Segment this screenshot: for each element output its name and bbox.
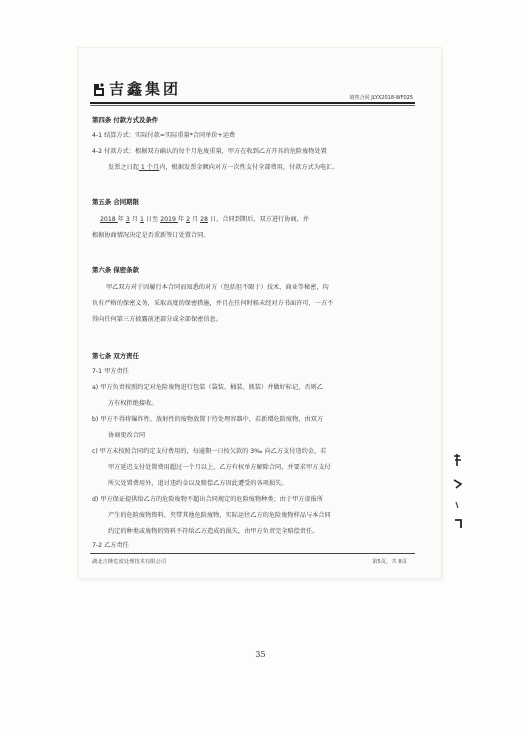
text-year: 年 (117, 216, 126, 223)
page-number: 35 (255, 650, 266, 659)
section-5-line-2: 根据协商情况决定是否重新签订处置合同。 (92, 232, 210, 239)
section-7-b-line-2: 协商更改合同 (108, 432, 146, 439)
text-day-to: 日至 (143, 216, 161, 223)
document-page (78, 48, 441, 578)
start-year: 2018 (100, 216, 118, 223)
section-4-line-3 (108, 164, 339, 172)
footer-page-of: 第5页，共 8页 (372, 559, 407, 565)
section-7-c-line-3: 所欠处置费用外，追讨违约金以及赔偿乙方因此遭受的各项损失。 (108, 480, 288, 487)
text-after: 日，合同到期后，双方进行协商，并 (208, 216, 309, 223)
section-7-d-line-1: d) 甲方保证提供给乙方的危险废物不超出合同规定的危险废物种类；由于甲方虚报所 (92, 496, 324, 503)
section-7-d-line-2: 产生的危险废物资料、夹带其他危险废物，实际运往乙方的危险废物样品与本合同 (108, 512, 331, 519)
section-4-line-3-b: 内，根据发票金额向对方一次性支付全部费用，付款方式为电汇。 (159, 164, 339, 171)
margin-ink-marks (452, 450, 464, 530)
footer-rule (90, 553, 415, 554)
section-4-title: 第四条 付款方式及条件 (92, 116, 159, 124)
text-year-2: 年 (177, 216, 187, 223)
section-7-d-line-3: 约定的种类或废物的资料不符给乙方造成的损失，由甲方负责完全赔偿责任。 (108, 528, 319, 535)
text-month-2: 月 (190, 216, 201, 223)
section-7-b-line-1: b) 甲方不得将爆炸性、放射性的废物放置于待处理容器中，若新增危险废物，由双方 (92, 416, 324, 423)
company-logo (92, 78, 181, 98)
header-rule (90, 102, 415, 104)
footer-company: 湖北吉隆危废处理技术有限公司 (92, 559, 167, 565)
section-5-line-1 (100, 216, 309, 224)
section-7-1: 7-1 甲方责任 (92, 368, 129, 375)
end-year: 2019 (160, 216, 178, 223)
section-4-line-1: 4-1 结算方式：实际付款=实际重量*合同单价+运费 (92, 132, 236, 139)
logo-text: 吉鑫集团 (109, 80, 182, 98)
section-6-title: 第六条 保密条款 (92, 266, 139, 274)
section-4-line-2: 4-2 付款方式：根据双方确认的每个月危废重量，甲方在收到乙方开具的危险废物处置 (92, 148, 327, 155)
header-rule-thin (90, 105, 415, 106)
section-7-c-line-1: c) 甲方未按照合同约定支付费用的，每逾期一日按欠款的 3‰ 向乙方支付违约金，若 (92, 448, 327, 455)
section-7-2: 7-2 乙方责任 (92, 542, 129, 549)
section-6-line-1: 甲乙双方对于因履行本合同而知悉的对方（包括但不限于）技术、商业等秘密，均 (106, 284, 329, 291)
section-7-a-line-2: 方有权拒绝接收。 (108, 400, 158, 407)
start-month: 3 (125, 216, 130, 223)
end-day: 28 (200, 216, 208, 223)
end-month: 2 (186, 216, 190, 223)
payment-term: 1 个月 (138, 164, 160, 171)
section-7-a-line-1: a) 甲方负责按照约定对危险废物进行包装（袋装、桶装、瓶装）并做好标记，否则乙 (92, 384, 323, 391)
section-6-line-2: 负有严格的保密义务，采取高度的保密措施，并且在任何时候未经对方书面许可，一方不 (92, 300, 334, 307)
contract-code: 销售合同 JLYX2018-WF025 (349, 95, 413, 101)
section-7-title: 第七条 双方责任 (92, 352, 139, 360)
section-4-line-3-a: 发票之日起 (108, 164, 139, 171)
section-5-title: 第五条 合同期限 (92, 198, 139, 206)
start-day: 1 (139, 216, 144, 223)
section-6-line-3: 得向任何第三方披露前述部分或全部保密信息。 (92, 316, 222, 323)
text-month: 月 (129, 216, 140, 223)
section-7-c-line-2: 甲方延迟支付处置费用超过一个月以上，乙方有权单方解除合同，并要求甲方支付 (108, 464, 331, 471)
logo-mark-icon (92, 82, 106, 98)
